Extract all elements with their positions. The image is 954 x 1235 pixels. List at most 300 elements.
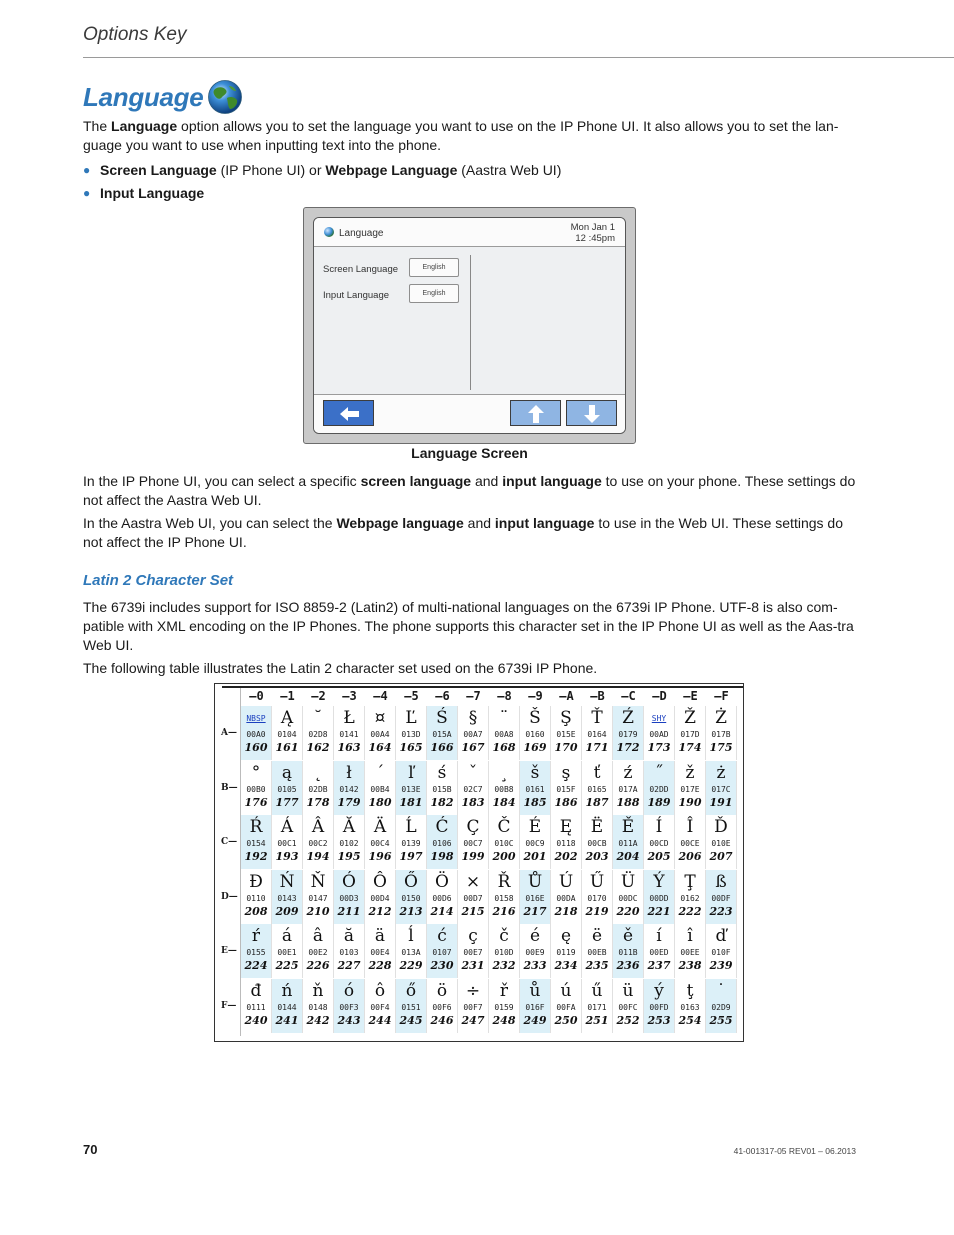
row-header: E—: [221, 946, 237, 956]
cell-decimal-code: 254: [678, 1013, 702, 1027]
cell-glyph: Ô: [373, 871, 387, 892]
screen-language-label: Screen Language: [323, 264, 399, 275]
cell-hex-code: 010D: [494, 948, 514, 957]
cell-hex-code: 00E4: [370, 948, 390, 957]
cell-hex-code: 00F3: [339, 1002, 359, 1012]
column-header: —3: [342, 689, 357, 703]
cell-decimal-code: 173: [647, 741, 671, 754]
cell-hex-code: 0171: [587, 1002, 607, 1012]
table-cell: [706, 761, 737, 815]
table-cell: [334, 870, 365, 924]
table-cell: [365, 761, 396, 815]
cell-hex-code: 00FC: [618, 1002, 638, 1012]
table-cell: [303, 706, 334, 760]
table-cell: [396, 979, 427, 1033]
table-cell: [520, 815, 551, 869]
cell-decimal-code: 193: [275, 850, 299, 863]
cell-glyph: ß: [715, 871, 727, 892]
cell-decimal-code: 199: [461, 850, 485, 863]
cell-decimal-code: 192: [244, 850, 268, 863]
cell-decimal-code: 235: [585, 959, 609, 972]
cell-glyph: ş: [561, 762, 571, 783]
back-button[interactable]: [323, 400, 374, 426]
table-cell: [334, 979, 365, 1033]
cell-hex-code: 00F6: [432, 1002, 452, 1012]
table-cell: [551, 924, 582, 978]
cell-glyph: Č: [497, 817, 511, 837]
cell-hex-code: 00A0: [246, 730, 266, 739]
cell-glyph: ű: [591, 980, 603, 1001]
cell-glyph: Š: [529, 708, 541, 728]
column-header: —0: [249, 689, 264, 703]
table-cell: [675, 924, 706, 978]
table-cell: [396, 761, 427, 815]
cell-decimal-code: 242: [306, 1013, 330, 1027]
cell-decimal-code: 175: [709, 741, 733, 754]
cell-glyph: â: [312, 926, 324, 946]
cell-glyph: ü: [622, 980, 634, 1001]
table-cell: [272, 815, 303, 869]
cell-decimal-code: 172: [616, 741, 640, 754]
table-cell: [334, 706, 365, 760]
cell-glyph: Ë: [590, 817, 604, 837]
table-cell: [303, 924, 334, 978]
cell-glyph: Ń: [279, 871, 295, 892]
cell-decimal-code: 183: [461, 795, 485, 809]
cell-decimal-code: 180: [368, 795, 392, 809]
cell-glyph: Ű: [589, 871, 605, 892]
column-header: —7: [466, 689, 481, 703]
table-cell: [303, 761, 334, 815]
column-header: —9: [528, 689, 543, 703]
cell-hex-code: 0170: [587, 893, 607, 903]
column-header: —B: [590, 689, 605, 703]
table-cell: [675, 870, 706, 924]
table-cell: [489, 979, 520, 1033]
cell-decimal-code: 189: [647, 795, 671, 809]
table-cell: [520, 924, 551, 978]
table-cell: [458, 924, 489, 978]
column-header: —D: [652, 689, 667, 703]
cell-hex-code: 00C4: [370, 839, 390, 848]
column-header: —1: [280, 689, 295, 703]
cell-decimal-code: 196: [368, 850, 392, 863]
table-cell: [272, 761, 303, 815]
cell-glyph: Ĺ: [405, 817, 417, 837]
table-cell: [272, 979, 303, 1033]
table-cell: [365, 706, 396, 760]
cell-hex-code: 00DD: [649, 893, 669, 903]
cell-glyph: î: [687, 926, 693, 946]
cell-glyph: ő: [405, 980, 417, 1001]
cell-glyph: Ě: [621, 817, 635, 837]
cell-hex-code: 0106: [432, 839, 452, 848]
cell-glyph: ˘: [313, 708, 323, 728]
cell-hex-code: 0154: [246, 839, 266, 848]
table-cell: [427, 706, 458, 760]
column-header: —8: [497, 689, 512, 703]
table-cell: [706, 924, 737, 978]
cell-decimal-code: 188: [616, 795, 640, 809]
cell-hex-code: 0160: [525, 730, 545, 739]
scroll-up-button[interactable]: [510, 400, 561, 426]
cell-decimal-code: 168: [492, 741, 516, 754]
figure-caption: Language Screen: [411, 445, 528, 461]
cell-hex-code: 02D9: [711, 1002, 731, 1012]
cell-decimal-code: 236: [616, 959, 640, 972]
cell-glyph: ł: [346, 762, 352, 783]
cell-decimal-code: 191: [709, 795, 733, 809]
phone-footer: [314, 394, 625, 434]
cell-decimal-code: 204: [616, 850, 640, 863]
cell-hex-code: 00E7: [463, 948, 483, 957]
table-cell: [706, 870, 737, 924]
cell-hex-code: 013D: [401, 730, 421, 739]
cell-decimal-code: 252: [616, 1013, 640, 1027]
cell-glyph: ë: [591, 926, 603, 946]
cell-hex-code: 0142: [339, 784, 359, 794]
cell-decimal-code: 227: [337, 959, 361, 972]
cell-decimal-code: 195: [337, 850, 361, 863]
cell-decimal-code: 229: [399, 959, 423, 972]
input-language-label: Input Language: [323, 290, 390, 301]
table-cell: [644, 815, 675, 869]
input-language-button[interactable]: English: [409, 284, 459, 303]
table-cell: [613, 870, 644, 924]
cell-hex-code: 0143: [277, 893, 297, 903]
cell-hex-code: 00F7: [463, 1002, 483, 1012]
cell-hex-code: 015E: [556, 730, 576, 739]
cell-decimal-code: 202: [554, 850, 578, 863]
paragraph-latin2: The 6739i includes support for ISO 8859-2 (Latin2) of multi-national languages on the 6739i IP Phone. UTF-8 is also com-patible with XML encoding on the IP Phones. The phone supports this character set in the IP Phone UI as well as the Aas-tra Web UI.: [83, 599, 854, 653]
cell-hex-code: 0161: [525, 784, 545, 794]
table-cell: [396, 706, 427, 760]
cell-glyph: ň: [312, 980, 324, 1001]
cell-decimal-code: 163: [337, 741, 361, 754]
cell-decimal-code: 240: [244, 1013, 268, 1027]
cell-hex-code: 0151: [401, 1002, 421, 1012]
cell-decimal-code: 245: [399, 1013, 423, 1027]
cell-hex-code: 02C7: [463, 784, 483, 794]
cell-glyph: ý: [654, 980, 664, 1001]
column-header: —F: [714, 689, 729, 703]
cell-decimal-code: 233: [523, 959, 547, 972]
phone-datetime: Mon Jan 1 12 :45pm: [570, 222, 615, 244]
globe-icon: [207, 79, 243, 115]
cell-glyph: Ň: [310, 871, 326, 892]
list-item: ● Screen Language (IP Phone UI) or Webpage Language (Aastra Web UI): [83, 161, 562, 178]
table-cell: [551, 706, 582, 760]
table-cell: [458, 815, 489, 869]
cell-glyph: Ć: [435, 817, 449, 837]
cell-hex-code: 0164: [587, 730, 607, 739]
cell-glyph: ń: [281, 980, 293, 1001]
cell-glyph: Ę: [559, 817, 573, 837]
cell-decimal-code: 217: [523, 904, 547, 918]
table-cell: [582, 979, 613, 1033]
header-rule: [83, 57, 954, 58]
cell-glyph: Ŕ: [249, 817, 263, 837]
paragraph-web-ui: In the Aastra Web UI, you can select the Webpage language and input language to use in the Web UI. These settings do not affect the IP Phone UI.: [83, 515, 843, 550]
cell-glyph: ä: [374, 926, 386, 946]
cell-decimal-code: 214: [430, 904, 454, 918]
cell-glyph: ă: [343, 926, 355, 946]
cell-glyph: NBSP: [246, 714, 266, 723]
cell-glyph: ř: [499, 980, 509, 1001]
cell-decimal-code: 166: [430, 741, 454, 754]
table-cell: [644, 924, 675, 978]
cell-hex-code: 0110: [246, 893, 266, 903]
table-cell: [427, 870, 458, 924]
cell-hex-code: 02D8: [308, 730, 328, 739]
cell-hex-code: 0111: [246, 1002, 266, 1012]
cell-glyph: ¤: [374, 708, 386, 728]
table-cell: [272, 924, 303, 978]
cell-decimal-code: 197: [399, 850, 423, 863]
cell-decimal-code: 174: [678, 741, 702, 754]
cell-glyph: ÷: [465, 980, 481, 1001]
cell-decimal-code: 218: [554, 904, 578, 918]
column-header: —E: [683, 689, 698, 703]
intro-paragraph: The Language option allows you to set the language you want to use on the IP Phone UI. It also allows you to set the lan-guage you want to use when inputting text into the phone.: [83, 118, 839, 153]
table-cell: [551, 979, 582, 1033]
table-cell: [241, 761, 272, 815]
table-cell: [613, 924, 644, 978]
table-cell: [241, 924, 272, 978]
cell-hex-code: 00A7: [463, 730, 483, 739]
table-cell: [582, 870, 613, 924]
cell-hex-code: 0179: [618, 730, 638, 739]
table-cell: [396, 870, 427, 924]
up-arrow-icon: [511, 401, 562, 427]
table-cell: [489, 815, 520, 869]
cell-hex-code: 013E: [401, 784, 421, 794]
cell-hex-code: 00B0: [246, 784, 266, 794]
table-cell: [644, 979, 675, 1033]
cell-glyph: Đ: [249, 871, 263, 892]
cell-decimal-code: 250: [554, 1013, 578, 1027]
cell-glyph: É: [528, 817, 542, 837]
cell-hex-code: 0148: [308, 1002, 328, 1012]
cell-hex-code: 017A: [618, 784, 638, 794]
cell-decimal-code: 198: [430, 850, 454, 863]
cell-glyph: ď: [715, 926, 727, 946]
cell-glyph: °: [251, 762, 261, 783]
table-cell: [613, 761, 644, 815]
row-header: D—: [221, 891, 238, 902]
cell-hex-code: 00F4: [370, 1002, 390, 1012]
cell-glyph: Ý: [653, 871, 665, 892]
cell-glyph: ˝: [654, 762, 664, 783]
cell-decimal-code: 225: [275, 959, 299, 972]
cell-decimal-code: 162: [306, 741, 330, 754]
cell-glyph: Ş: [560, 708, 572, 728]
section-title: Language: [83, 81, 204, 112]
cell-hex-code: 017D: [680, 730, 700, 739]
cell-decimal-code: 184: [492, 795, 516, 809]
cell-glyph: ž: [685, 762, 695, 783]
table-cell: [675, 979, 706, 1033]
cell-glyph: č: [499, 926, 509, 946]
cell-glyph: Ţ: [684, 871, 696, 892]
cell-glyph: ţ: [686, 980, 694, 1001]
cell-decimal-code: 182: [430, 795, 454, 809]
cell-glyph: Ś: [436, 708, 448, 728]
table-cell: [303, 815, 334, 869]
cell-hex-code: 00CD: [649, 839, 669, 848]
cell-hex-code: 00FA: [556, 1002, 576, 1012]
column-header: —2: [311, 689, 326, 703]
cell-hex-code: 0139: [401, 839, 421, 848]
cell-hex-code: 0162: [680, 893, 700, 903]
cell-decimal-code: 176: [244, 795, 268, 809]
cell-decimal-code: 228: [368, 959, 392, 972]
cell-decimal-code: 243: [337, 1013, 361, 1027]
table-top-rule: [222, 686, 743, 688]
cell-glyph: Î: [686, 817, 694, 837]
cell-glyph: ś: [437, 762, 447, 783]
scroll-down-button[interactable]: [566, 400, 617, 426]
cell-glyph: é: [529, 926, 541, 946]
table-cell: [520, 870, 551, 924]
table-cell: [675, 761, 706, 815]
character-table: [214, 683, 744, 1042]
cell-hex-code: 016F: [525, 1002, 545, 1012]
screen-language-button[interactable]: English: [409, 258, 459, 277]
cell-hex-code: 015A: [432, 730, 452, 739]
cell-hex-code: 0158: [494, 893, 514, 903]
cell-hex-code: 0144: [277, 1002, 297, 1012]
cell-glyph: Ö: [435, 871, 449, 892]
cell-hex-code: 00DF: [711, 893, 731, 903]
cell-hex-code: 00A8: [494, 730, 514, 739]
cell-decimal-code: 207: [709, 850, 733, 863]
cell-decimal-code: 211: [337, 904, 361, 918]
cell-hex-code: 00CE: [680, 839, 700, 848]
cell-decimal-code: 205: [647, 850, 671, 863]
cell-hex-code: 00EB: [587, 948, 607, 957]
cell-glyph: ×: [465, 871, 481, 892]
table-cell: [303, 870, 334, 924]
cell-hex-code: 00C1: [277, 839, 297, 848]
cell-hex-code: 02DB: [308, 784, 328, 794]
cell-hex-code: 00DC: [618, 893, 638, 903]
cell-hex-code: 0155: [246, 948, 266, 957]
cell-decimal-code: 239: [709, 959, 733, 972]
table-cell: [706, 979, 737, 1033]
table-cell: [241, 815, 272, 869]
cell-glyph: Ť: [591, 708, 603, 728]
cell-hex-code: 00FD: [649, 1002, 669, 1012]
table-cell: [520, 761, 551, 815]
cell-decimal-code: 244: [368, 1013, 392, 1027]
cell-hex-code: 017B: [711, 730, 731, 739]
cell-decimal-code: 210: [306, 904, 330, 918]
table-cell: [241, 979, 272, 1033]
cell-hex-code: 0159: [494, 1002, 514, 1012]
cell-hex-code: 017C: [711, 784, 731, 794]
cell-glyph: ů: [529, 980, 541, 1001]
cell-glyph: Ç: [466, 817, 480, 837]
cell-glyph: ú: [560, 980, 572, 1001]
table-cell: [427, 815, 458, 869]
cell-glyph: ľ: [408, 762, 414, 783]
cell-hex-code: 00AD: [649, 730, 669, 739]
cell-decimal-code: 181: [399, 795, 423, 809]
cell-decimal-code: 209: [275, 904, 299, 918]
cell-decimal-code: 251: [585, 1013, 609, 1027]
cell-hex-code: 0150: [401, 893, 421, 903]
cell-glyph: SHY: [651, 714, 667, 723]
cell-decimal-code: 246: [430, 1013, 454, 1027]
cell-glyph: Â: [311, 817, 325, 837]
table-cell: [489, 706, 520, 760]
subsection-title: Latin 2 Character Set: [83, 572, 234, 589]
table-cell: [582, 761, 613, 815]
table-cell: [613, 979, 644, 1033]
table-cell: [613, 815, 644, 869]
divider: [470, 255, 471, 390]
cell-hex-code: 00B8: [494, 784, 514, 794]
table-cell: [644, 761, 675, 815]
table-cell: [644, 870, 675, 924]
table-cell: [551, 761, 582, 815]
bullet-icon: ●: [83, 162, 91, 177]
cell-glyph: §: [468, 708, 478, 728]
cell-decimal-code: 212: [368, 904, 392, 918]
cell-glyph: ĺ: [408, 926, 414, 946]
cell-hex-code: 02DD: [649, 784, 669, 794]
section-title-row: [83, 79, 243, 115]
column-header: —C: [621, 689, 636, 703]
cell-glyph: Ď: [714, 817, 728, 837]
column-header: —5: [404, 689, 419, 703]
cell-decimal-code: 241: [275, 1013, 299, 1027]
cell-hex-code: 00C9: [525, 839, 545, 848]
cell-glyph: Ú: [558, 871, 574, 892]
table-cell: [675, 706, 706, 760]
cell-decimal-code: 164: [368, 741, 392, 754]
cell-hex-code: 00E1: [277, 948, 297, 957]
table-cell: [334, 815, 365, 869]
cell-hex-code: 015B: [432, 784, 452, 794]
table-cell: [458, 706, 489, 760]
cell-decimal-code: 221: [647, 904, 671, 918]
cell-hex-code: 0102: [339, 839, 359, 848]
cell-hex-code: 010E: [711, 839, 731, 848]
cell-decimal-code: 231: [461, 959, 485, 972]
cell-hex-code: 0104: [277, 730, 297, 739]
table-cell: [334, 924, 365, 978]
cell-glyph: Ü: [620, 871, 636, 892]
cell-decimal-code: 201: [523, 850, 547, 863]
cell-glyph: ŕ: [251, 926, 261, 946]
cell-hex-code: 0119: [556, 948, 576, 957]
cell-decimal-code: 177: [275, 795, 299, 809]
table-cell: [458, 870, 489, 924]
cell-decimal-code: 161: [275, 741, 299, 754]
cell-glyph: Ż: [715, 708, 727, 728]
row-header: F—: [221, 1000, 237, 1011]
table-cell: [706, 706, 737, 760]
cell-hex-code: 00E2: [308, 948, 328, 957]
table-cell: [551, 815, 582, 869]
cell-hex-code: 016E: [525, 893, 545, 903]
table-cell: [427, 924, 458, 978]
column-header: —4: [373, 689, 388, 703]
cell-decimal-code: 171: [585, 741, 609, 754]
table-cell: [272, 870, 303, 924]
